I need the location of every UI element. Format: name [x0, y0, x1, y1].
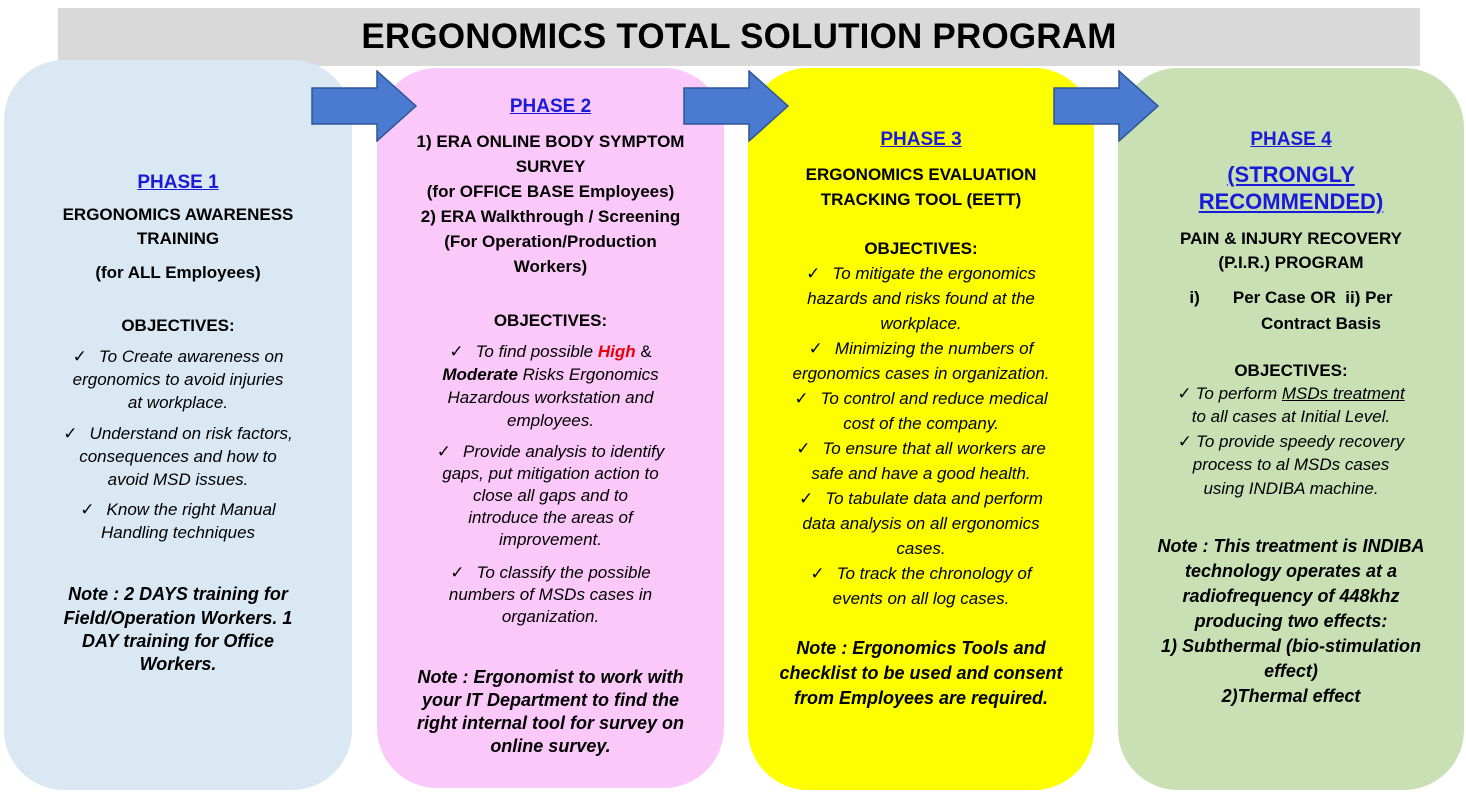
phase-1-note-line-1: Note : 2 DAYS training for	[68, 584, 288, 604]
phase-2-objective-1-line-4: employees.	[507, 411, 594, 430]
phase-4-basis-line-2: Contract Basis	[1261, 314, 1381, 333]
phase-4-objective-2: ✓ To provide speedy recovery	[1177, 432, 1405, 451]
phase-2-note-line-1: Note : Ergonomist to work with	[417, 667, 684, 687]
phase-1-note-line-4: Workers.	[139, 654, 217, 674]
phase-2-item-2-line-1: 2) ERA Walkthrough / Screening	[420, 207, 681, 226]
phase-4-objective-1-line-2: to all cases at Initial Level.	[1191, 407, 1391, 426]
phase-3-note-line-1: Note : Ergonomics Tools and	[796, 638, 1046, 658]
phase-1-objective-3-line-2: Handling techniques	[100, 523, 256, 542]
phase-2-item-1-line-2: SURVEY	[515, 157, 586, 176]
phase-4-note-line-1: Note : This treatment is INDIBA	[1157, 536, 1425, 556]
phase-2-objective-1: ✓ To find possible High &	[449, 342, 652, 361]
phase-2-item-2-line-3: Workers)	[513, 257, 588, 276]
phase-4-objective-2-line-3: using INDIBA machine.	[1203, 479, 1379, 498]
phase-1-name-line-2: TRAINING	[136, 229, 220, 248]
phase-2-item-2-line-2: (For Operation/Production	[444, 232, 657, 251]
phase-2-heading: PHASE 2	[509, 96, 592, 117]
right-arrow-icon	[683, 70, 791, 142]
phase-2-objective-2-line-5: improvement.	[499, 530, 602, 549]
high-risk-label: High	[597, 342, 636, 361]
phase-4-note-line-3: radiofrequency of 448khz	[1182, 586, 1400, 606]
phase-3-objective-1: ✓ To mitigate the ergonomics	[806, 264, 1036, 283]
phase-1-objective-2: ✓ Understand on risk factors,	[63, 424, 293, 443]
phase-4-panel	[1118, 68, 1464, 790]
phase-1-objective-1-line-2: ergonomics to avoid injuries	[72, 370, 284, 389]
phase-1-objective-3: ✓ Know the right Manual	[80, 500, 276, 519]
check-icon: ✓	[80, 500, 95, 519]
phase-2-note-line-3: right internal tool for survey on	[416, 713, 685, 733]
phase-2-item-1-line-1: 1) ERA ONLINE BODY SYMPTOM	[416, 132, 685, 151]
phase-3-objective-2-line-2: ergonomics cases in organization.	[792, 364, 1050, 383]
phase-3-objective-3: ✓ To control and reduce medical	[794, 389, 1048, 408]
phase-3-note-line-3: from Employees are required.	[793, 688, 1049, 708]
check-icon: ✓	[808, 339, 823, 358]
phase-1-objectives-label: OBJECTIVES:	[121, 316, 235, 335]
phase-2-objective-1-line-2: Moderate Risks Ergonomics	[442, 365, 659, 384]
phase-4-note-line-5: 1) Subthermal (bio-stimulation	[1160, 636, 1421, 656]
phase-1-name-line-1: ERGONOMICS AWARENESS	[62, 205, 294, 224]
check-icon: ✓	[794, 389, 809, 408]
check-icon: ✓	[810, 564, 825, 583]
check-icon: ✓	[63, 424, 78, 443]
title-bar	[58, 8, 1420, 66]
phase-3-objective-3-line-2: cost of the company.	[843, 414, 999, 433]
phase-3-objective-2: ✓ Minimizing the numbers of	[808, 339, 1034, 358]
check-icon: ✓	[796, 439, 811, 458]
phase-2-objective-2-line-4: introduce the areas of	[468, 508, 633, 527]
phase-4-recommend-line-2: RECOMMENDED)	[1198, 189, 1384, 214]
right-arrow-icon	[311, 70, 419, 142]
check-icon: ✓	[450, 563, 465, 582]
check-icon: ✓	[1177, 432, 1193, 451]
phase-2-item-1-line-3: (for OFFICE BASE Employees)	[426, 182, 675, 201]
check-icon: ✓	[799, 489, 814, 508]
phase-4-objectives-label: OBJECTIVES:	[1234, 361, 1348, 380]
check-icon: ✓	[1177, 384, 1192, 403]
phase-3-objective-5-line-2: data analysis on all ergonomics	[802, 514, 1040, 533]
phase-3-note-line-2: checklist to be used and consent	[779, 663, 1063, 683]
phase-4-basis-line-1: i) Per Case OR ii) Per	[1189, 288, 1393, 307]
phase-3-objective-5: ✓ To tabulate data and perform	[799, 489, 1043, 508]
phase-4-name-line-2: (P.I.R.) PROGRAM	[1218, 253, 1364, 272]
phase-1-objective-1: ✓ To Create awareness on	[72, 347, 284, 366]
phase-3-objective-4: ✓ To ensure that all workers are	[796, 439, 1046, 458]
phase-1-objective-1-line-3: at workplace.	[127, 393, 229, 412]
phase-2-note-line-2: your IT Department to find the	[421, 690, 679, 710]
phase-4-heading: PHASE 4	[1250, 129, 1332, 150]
page-title: ERGONOMICS TOTAL SOLUTION PROGRAM	[361, 17, 1117, 56]
phase-2-objective-3-line-3: organization.	[501, 607, 600, 626]
phase-2-objective-3-line-2: numbers of MSDs cases in	[448, 585, 653, 604]
phase-1-audience: (for ALL Employees)	[95, 263, 261, 282]
phase-4-note-line-7: 2)Thermal effect	[1221, 686, 1361, 706]
phase-3-objective-1-line-3: workplace.	[880, 314, 962, 333]
phase-1-panel	[4, 60, 352, 790]
phase-2-panel	[377, 68, 724, 788]
phase-2-note-line-4: online survey.	[490, 736, 611, 756]
check-icon: ✓	[72, 347, 87, 366]
phase-2-objective-2-line-3: close all gaps and to	[473, 486, 628, 505]
phase-1-objective-2-line-2: consequences and how to	[79, 447, 277, 466]
check-icon: ✓	[436, 442, 451, 461]
phase-2-objective-1-line-3: Hazardous workstation and	[447, 388, 654, 407]
phase-3-objective-4-line-2: safe and have a good health.	[811, 464, 1031, 483]
phase-4-note-line-2: technology operates at a	[1184, 561, 1398, 581]
moderate-risk-label: Moderate	[442, 365, 518, 384]
phase-4-note-line-4: producing two effects:	[1194, 611, 1388, 631]
phase-3-objectives-label: OBJECTIVES:	[864, 239, 978, 258]
phase-3-panel	[748, 68, 1094, 790]
phase-4-note-line-6: effect)	[1264, 661, 1318, 681]
phase-1-note-line-3: DAY training for Office	[81, 631, 275, 651]
check-icon: ✓	[449, 342, 464, 361]
phase-3-objective-6-line-2: events on all log cases.	[832, 589, 1010, 608]
phase-1-heading: PHASE 1	[137, 172, 219, 193]
phase-3-heading: PHASE 3	[880, 129, 962, 150]
phase-3-name-line-1: ERGONOMICS EVALUATION	[805, 165, 1037, 184]
phase-3-objective-1-line-2: hazards and risks found at the	[807, 289, 1035, 308]
check-icon: ✓	[806, 264, 821, 283]
phase-2-objective-2: ✓ Provide analysis to identify	[436, 442, 665, 461]
right-arrow-icon	[1053, 70, 1161, 142]
phase-1-note-line-2: Field/Operation Workers. 1	[63, 608, 293, 628]
phase-3-objective-5-line-3: cases.	[896, 539, 946, 558]
phase-3-objective-6: ✓ To track the chronology of	[810, 564, 1032, 583]
phase-1-objective-2-line-3: avoid MSD issues.	[107, 470, 249, 489]
phase-4-recommend-line-1: (STRONGLY	[1227, 162, 1355, 187]
phase-3-name-line-2: TRACKING TOOL (EETT)	[820, 190, 1022, 209]
phase-4-objective-1: ✓ To perform MSDs treatment	[1177, 384, 1405, 403]
phase-2-objective-3: ✓ To classify the possible	[450, 563, 651, 582]
phase-4-name-line-1: PAIN & INJURY RECOVERY	[1180, 229, 1402, 248]
phase-2-objectives-label: OBJECTIVES:	[493, 311, 608, 330]
phase-2-objective-2-line-2: gaps, put mitigation action to	[442, 464, 659, 483]
phase-4-objective-2-line-2: process to al MSDs cases	[1192, 455, 1390, 474]
